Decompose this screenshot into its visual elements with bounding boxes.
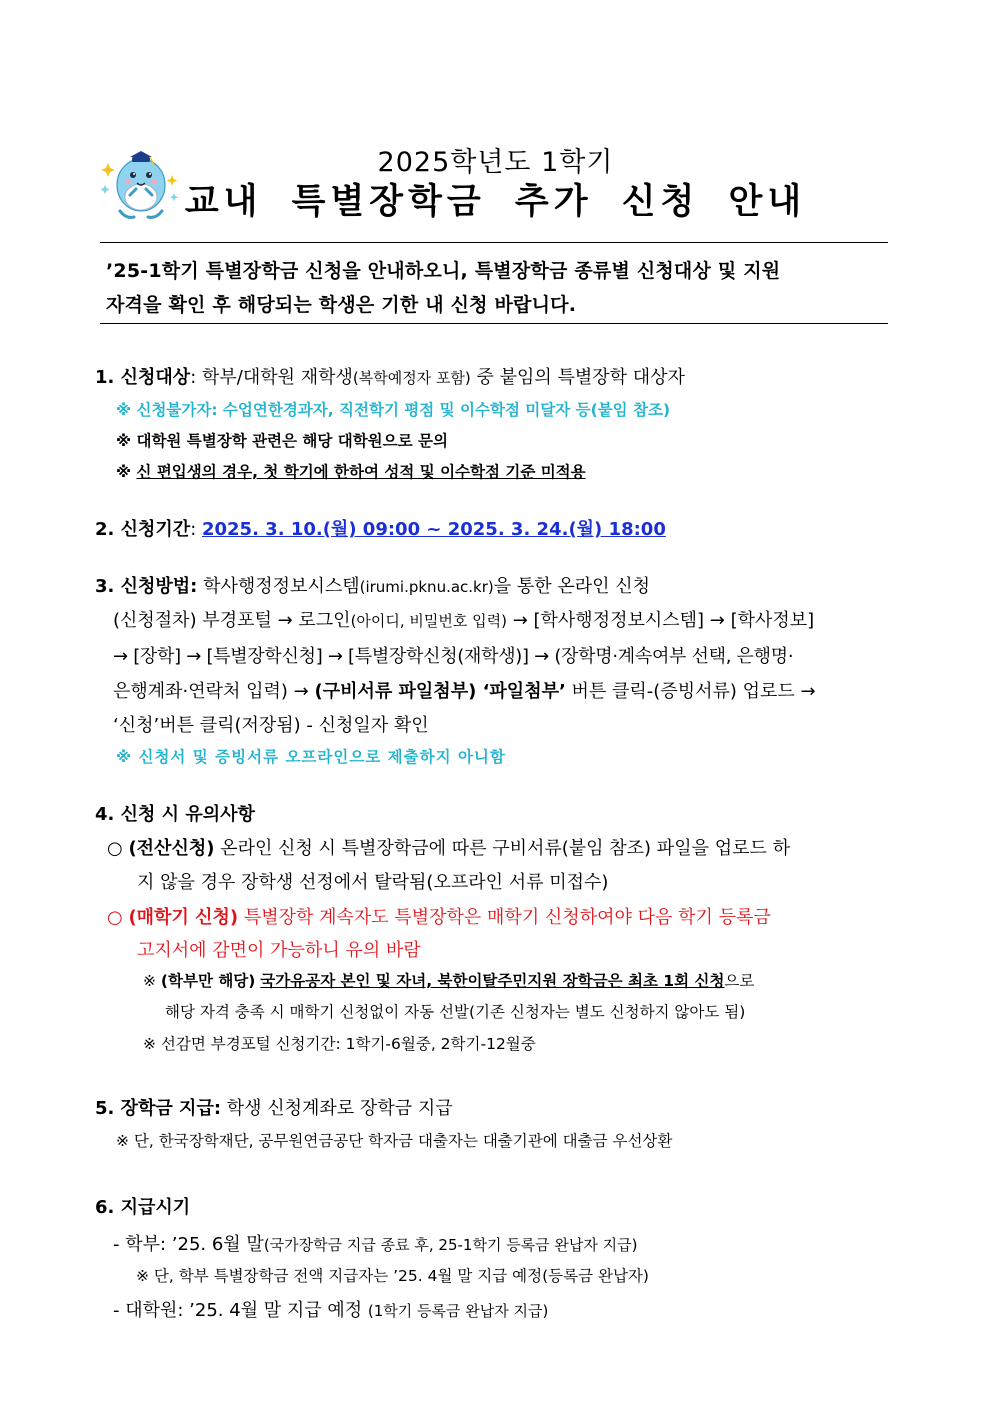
section-4-note-undergrad [143, 969, 754, 991]
section-3-procedure-line-2: → [장학] → [특별장학신청] → [특별장학신청(재학생)] → (장학명·계속여부 선택, 은행명· [113, 646, 794, 667]
section-4-item-each-term-line-2: 고지서에 감면이 가능하니 유의 바람 [137, 940, 421, 961]
section-3-note: ※ 신청서 및 증빙서류 오프라인으로 제출하지 아니함 [116, 748, 506, 766]
section-1-paren: (복학예정자 포함) [352, 369, 471, 387]
section-5-text: 학생 신청계좌로 장학금 지급 [221, 1098, 453, 1119]
graduate-paren: (1학기 등록금 완납자 지급) [367, 1302, 549, 1320]
procedure-text: 은행계좌·연락처 입력) → [113, 681, 315, 702]
title-year-term: 2025학년도 1학기 [377, 147, 614, 178]
section-1-note-graduate: ※ 대학원 특별장학 관련은 해당 대학원으로 문의 [116, 432, 448, 450]
section-3-text: 학사행정정보시스템 [197, 576, 360, 597]
item-label: (매학기 신청) [128, 907, 239, 928]
section-3-heading: 3. 신청방법: [95, 576, 198, 597]
section-2-colon: : [190, 519, 202, 540]
section-3-procedure-line-3 [113, 677, 816, 703]
section-1-text-tail: 중 붙임의 특별장학 대상자 [470, 367, 685, 388]
section-3-procedure-line-4: ‘신청’버튼 클릭(저장됨) - 신청일자 확인 [113, 715, 429, 736]
section-3-method [95, 572, 650, 598]
undergrad-timing: - 학부: ’25. 6월 말 [113, 1234, 264, 1255]
note-emphasis: 국가유공자 본인 및 자녀, 북한이탈주민지원 장학금은 최초 1회 신청 [260, 972, 725, 990]
section-3-text-tail: 을 통한 온라인 신청 [493, 576, 651, 597]
application-period: 2025. 3. 10.(월) 09:00 ~ 2025. 3. 24.(월) 18:00 [201, 519, 666, 540]
note-tail: 으로 [724, 972, 755, 990]
section-4-heading: 4. 신청 시 유의사항 [95, 804, 255, 825]
intro-box [100, 242, 888, 324]
section-6-note: ※ 단, 학부 특별장학금 전액 지급자는 ’25. 4월 말 지급 예정(등록금 완납자) [136, 1267, 649, 1285]
page-title: 교내 특별장학금 추가 신청 안내 [184, 182, 807, 222]
section-6-undergrad [113, 1230, 638, 1256]
section-4-item-online-line-2: 지 않을 경우 장학생 선정에서 탈락됨(오프라인 서류 미접수) [137, 872, 609, 893]
section-2-period [95, 515, 666, 541]
section-1-note-transfer [116, 460, 586, 482]
intro-line-1: ’25-1학기 특별장학금 신청을 안내하오니, 특별장학금 종류별 신청대상 및 지원 [106, 260, 781, 282]
section-1-note-ineligible: ※ 신청불가자: 수업연한경과자, 직전학기 평점 및 이수학점 미달자 등(붙임 참조) [116, 401, 671, 419]
section-4-item-online [107, 834, 790, 860]
procedure-attach: (구비서류 파일첨부) ‘파일첨부’ [314, 681, 566, 702]
section-2-heading: 2. 신청기간 [95, 519, 191, 540]
bullet-icon: ○ [107, 838, 129, 859]
bullet-icon: ○ [107, 907, 129, 928]
section-4-item-each-term [107, 903, 771, 929]
section-1-target [95, 363, 685, 389]
section-3-procedure-line-1 [113, 606, 814, 632]
procedure-text-tail: 버튼 클릭-(증빙서류) 업로드 → [565, 681, 816, 702]
undergrad-paren: (국가장학금 지급 종료 후, 25-1학기 등록금 완납자 지급) [263, 1236, 638, 1254]
graduate-timing: - 대학원: ’25. 4월 말 지급 예정 [113, 1300, 368, 1321]
item-text: 온라인 신청 시 특별장학금에 따른 구비서류(붙임 참조) 파일을 업로드 하 [214, 838, 790, 859]
section-1-heading: 1. 신청대상 [95, 367, 191, 388]
procedure-text: (신청절차) 부경포털 → 로그인 [113, 610, 351, 631]
item-text: 특별장학 계속자도 특별장학은 매학기 신청하여야 다음 학기 등록금 [238, 907, 771, 928]
section-5-heading: 5. 장학금 지급: [95, 1098, 222, 1119]
intro-line-2: 자격을 확인 후 해당되는 학생은 기한 내 신청 바랍니다. [106, 294, 577, 316]
section-4-note-pre-reduction: ※ 선감면 부경포털 신청기간: 1학기-6월중, 2학기-12월중 [143, 1035, 536, 1053]
section-5-payment [95, 1094, 453, 1120]
section-5-note: ※ 단, 한국장학재단, 공무원연금공단 학자금 대출자는 대출기관에 대출금 우선상환 [116, 1132, 673, 1150]
section-1-note-transfer-text: 신 편입생의 경우, 첫 학기에 한하여 성적 및 이수학점 기준 미적용 [136, 463, 586, 481]
section-6-graduate [113, 1296, 548, 1322]
section-1-text: : 학부/대학원 재학생 [190, 367, 353, 388]
section-6-heading: 6. 지급시기 [95, 1197, 191, 1218]
note-label: (학부만 해당) [160, 972, 256, 990]
section-4-note-undergrad-line-2: 해당 자격 충족 시 매학기 신청없이 자동 선발(기존 신청자는 별도 신청하지 않아도 됨) [165, 1003, 746, 1021]
section-3-url: (irumi.pknu.ac.kr) [359, 578, 494, 596]
note-mark: ※ [116, 463, 137, 481]
note-mark: ※ [143, 972, 161, 990]
item-label: (전산신청) [128, 838, 215, 859]
procedure-text-tail: → [학사행정정보시스템] → [학사정보] [506, 610, 815, 631]
procedure-paren: (아이디, 비밀번호 입력) [350, 612, 507, 630]
